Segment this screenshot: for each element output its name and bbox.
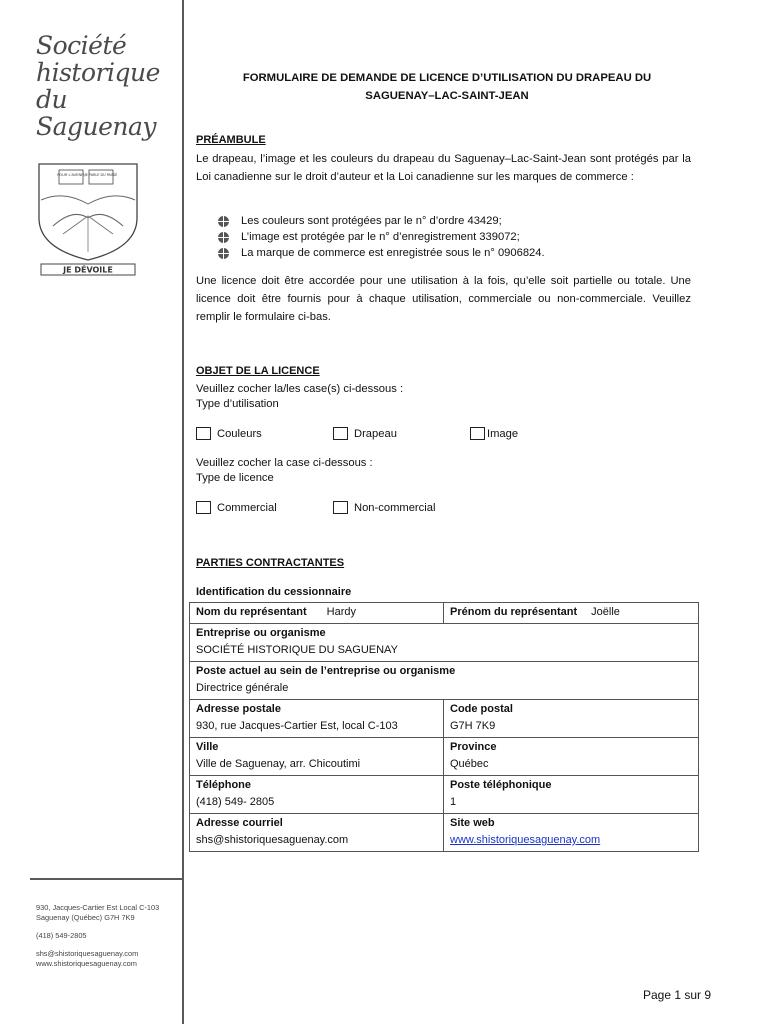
- code-postal-value[interactable]: G7H 7K9: [450, 720, 496, 732]
- sidebar-website: www.shistoriquesaguenay.com: [36, 959, 137, 968]
- address-line-1: 930, Jacques-Cartier Est Local C-103: [36, 903, 160, 912]
- adresse-cell[interactable]: [190, 700, 444, 738]
- logo-line-2: historique du: [36, 58, 160, 114]
- telephone-label: Téléphone: [196, 779, 252, 791]
- sidebar-footer-divider: [30, 878, 183, 880]
- objet-instruction-2: Veuillez cocher la case ci-dessous :: [196, 457, 373, 469]
- parties-heading: PARTIES CONTRACTANTES: [196, 557, 345, 569]
- sidebar-contact: [36, 903, 181, 969]
- crest-motto: JE DÉVOILE: [63, 265, 113, 275]
- nom-cell[interactable]: [190, 603, 444, 624]
- poste-cell[interactable]: [190, 662, 699, 700]
- protection-list: [218, 213, 545, 261]
- preambule-intro: Le drapeau, l’image et les couleurs du drapeau du Saguenay–Lac-Saint-Jean sont protégés par la Loi canadienne sur le droit d’auteur et la Loi canadienne sur les marques de commerce :: [196, 153, 691, 183]
- list-item: L’image est protégée par le n° d’enregistrement 339072;: [218, 229, 545, 245]
- code-postal-label: Code postal: [450, 703, 513, 715]
- license-type-label: Type de licence: [196, 472, 274, 484]
- poste-label: Poste actuel au sein de l’entreprise ou organisme: [196, 665, 456, 677]
- poste-tel-label: Poste téléphonique: [450, 779, 552, 791]
- sidebar-divider: [182, 0, 184, 1024]
- title-line-1: FORMULAIRE DE DEMANDE DE LICENCE D’UTILISATION DU DRAPEAU DU: [242, 72, 652, 84]
- crest-banner-left: POUR L'AVENIR: [57, 173, 85, 177]
- sidebar-phone: (418) 549-2805: [36, 931, 87, 940]
- bullet-icon: [218, 248, 229, 259]
- bullet-icon: [218, 232, 229, 243]
- ville-label: Ville: [196, 741, 219, 753]
- table-row: [190, 776, 699, 814]
- checkbox-box[interactable]: [196, 427, 211, 440]
- page-number: Page 1 sur 9: [643, 988, 712, 1002]
- table-row: [190, 603, 699, 624]
- province-value[interactable]: Québec: [450, 758, 489, 770]
- entreprise-cell[interactable]: [190, 624, 699, 662]
- province-cell[interactable]: [444, 738, 699, 776]
- ville-cell[interactable]: [190, 738, 444, 776]
- coat-of-arms-icon: [33, 160, 143, 278]
- address-line-2: Saguenay (Québec) G7H 7K9: [36, 913, 135, 922]
- usage-type-label: Type d’utilisation: [196, 398, 279, 410]
- prenom-label: Prénom du représentant: [450, 606, 578, 618]
- province-label: Province: [450, 741, 497, 753]
- checkbox-box[interactable]: [333, 501, 348, 514]
- table-row: [190, 814, 699, 852]
- courriel-value[interactable]: shs@shistoriquesaguenay.com: [196, 834, 349, 846]
- telephone-value[interactable]: (418) 549- 2805: [196, 796, 275, 808]
- bullet-icon: [218, 216, 229, 227]
- poste-value[interactable]: Directrice générale: [196, 682, 289, 694]
- ville-value[interactable]: Ville de Saguenay, arr. Chicoutimi: [196, 758, 361, 770]
- courriel-cell[interactable]: [190, 814, 444, 852]
- adresse-value[interactable]: 930, rue Jacques-Cartier Est, local C-103: [196, 720, 398, 732]
- checkbox-couleurs[interactable]: Couleurs: [196, 427, 262, 440]
- checkbox-commercial[interactable]: Commercial: [196, 501, 277, 514]
- preambule-closing: Une licence doit être accordée pour une utilisation à la fois, qu’elle soit partielle ou totale. Une licence doit être fournis pour à chaque utilisation, commerciale ou non-commerciale. Veuillez remplir le formulaire ci-bas.: [196, 275, 691, 323]
- sidebar-email: shs@shistoriquesaguenay.com: [36, 949, 139, 958]
- adresse-label: Adresse postale: [196, 703, 281, 715]
- crest-banner-right: JE PARLE DU PASSÉ: [84, 173, 118, 177]
- document-title: [196, 69, 698, 105]
- logo-line-3: Saguenay: [36, 112, 157, 141]
- cessionnaire-heading: Identification du cessionnaire: [196, 586, 352, 598]
- society-logo: [36, 32, 181, 140]
- preambule-heading: PRÉAMBULE: [196, 134, 266, 146]
- prenom-cell[interactable]: [444, 603, 699, 624]
- checkbox-box[interactable]: [333, 427, 348, 440]
- table-row: [190, 624, 699, 662]
- courriel-label: Adresse courriel: [196, 817, 283, 829]
- checkbox-image[interactable]: Image: [470, 427, 518, 440]
- checkbox-box[interactable]: [470, 427, 485, 440]
- objet-instruction-1: Veuillez cocher la/les case(s) ci-dessous :: [196, 383, 404, 395]
- checkbox-drapeau[interactable]: Drapeau: [333, 427, 397, 440]
- entreprise-label: Entreprise ou organisme: [196, 627, 326, 639]
- poste-tel-cell[interactable]: [444, 776, 699, 814]
- objet-heading: OBJET DE LA LICENCE: [196, 365, 320, 377]
- list-item: La marque de commerce est enregistrée sous le n° 0906824.: [218, 245, 545, 261]
- table-row: [190, 738, 699, 776]
- nom-label: Nom du représentant: [196, 606, 307, 618]
- table-row: [190, 662, 699, 700]
- prenom-value[interactable]: Joëlle: [591, 606, 620, 618]
- poste-tel-value[interactable]: 1: [450, 796, 457, 808]
- logo-line-1: Société: [36, 31, 127, 60]
- site-web-label: Site web: [450, 817, 495, 829]
- entreprise-value[interactable]: SOCIÉTÉ HISTORIQUE DU SAGUENAY: [196, 644, 398, 656]
- list-item: Les couleurs sont protégées par le n° d’ordre 43429;: [218, 213, 545, 229]
- nom-value[interactable]: Hardy: [326, 606, 356, 618]
- table-row: [190, 700, 699, 738]
- title-line-2: SAGUENAY–LAC-SAINT-JEAN: [365, 90, 529, 102]
- telephone-cell[interactable]: [190, 776, 444, 814]
- code-postal-cell[interactable]: [444, 700, 699, 738]
- site-web-link[interactable]: www.shistoriquesaguenay.com: [450, 834, 601, 846]
- site-web-cell[interactable]: [444, 814, 699, 852]
- checkbox-non-commercial[interactable]: Non-commercial: [333, 501, 435, 514]
- checkbox-box[interactable]: [196, 501, 211, 514]
- cessionnaire-table: [189, 602, 699, 852]
